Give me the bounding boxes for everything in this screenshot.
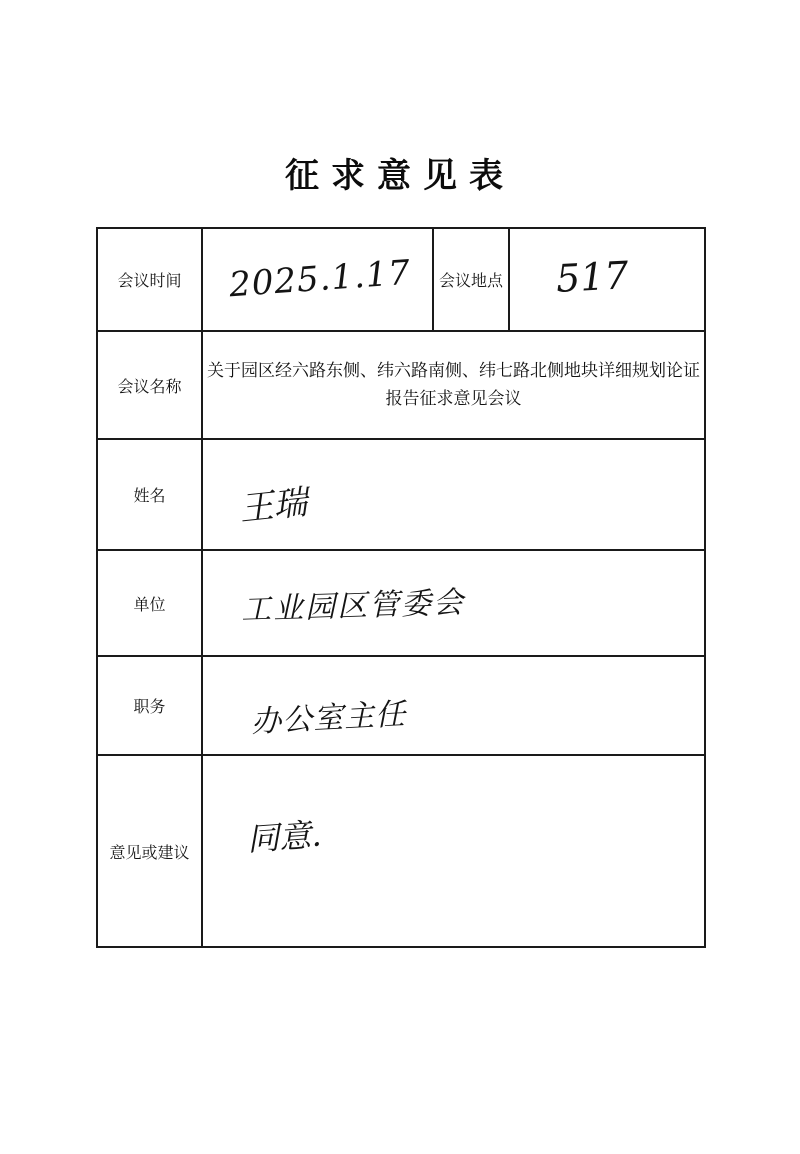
opinion-value: 同意. <box>245 815 323 859</box>
meeting-name-cell <box>202 331 705 439</box>
meeting-name-value: 关于园区经六路东侧、纬六路南侧、纬七路北侧地块详细规划论证报告征求意见会议 <box>207 361 700 409</box>
name-value: 王瑞 <box>237 482 310 530</box>
opinion-cell <box>202 755 705 947</box>
meeting-place-value: 517 <box>554 253 630 301</box>
meeting-place-cell <box>509 228 705 331</box>
row-opinion <box>97 755 705 947</box>
meeting-place-label: 会议地点 <box>433 228 509 331</box>
meeting-time-label: 会议时间 <box>97 228 202 331</box>
position-cell <box>202 656 705 755</box>
row-meeting-name <box>97 331 705 439</box>
meeting-time-value: 2025.1.17 <box>227 252 413 306</box>
opinion-form-table <box>96 227 706 948</box>
row-position <box>97 656 705 755</box>
meeting-time-cell <box>202 228 433 331</box>
unit-value: 工业园区管委会 <box>240 585 466 628</box>
row-name <box>97 439 705 550</box>
name-label: 姓名 <box>97 439 202 550</box>
unit-label: 单位 <box>97 550 202 656</box>
name-cell <box>202 439 705 550</box>
page-title: 征求意见表 <box>285 156 515 196</box>
unit-cell <box>202 550 705 656</box>
position-label: 职务 <box>97 656 202 755</box>
row-meeting-info <box>97 228 705 331</box>
row-unit <box>97 550 705 656</box>
position-value: 办公室主任 <box>250 696 407 741</box>
meeting-name-label: 会议名称 <box>97 331 202 439</box>
opinion-label: 意见或建议 <box>97 755 202 947</box>
